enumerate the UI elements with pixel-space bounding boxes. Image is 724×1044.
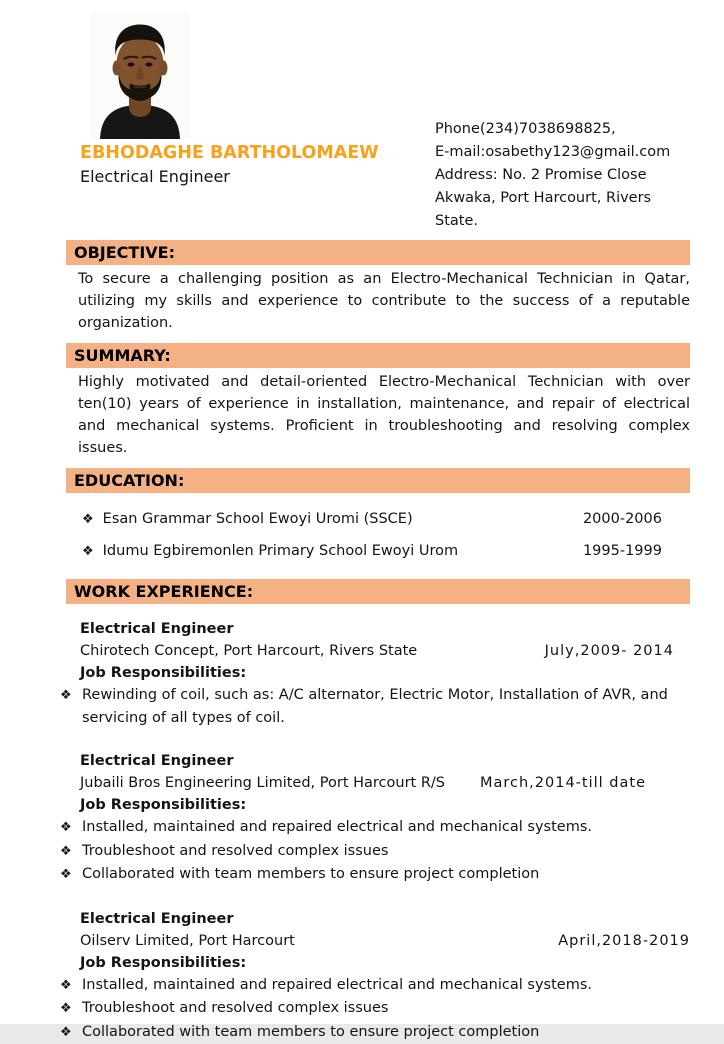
job-bullet [66, 1021, 690, 1044]
job-bullet [66, 997, 690, 1021]
job-company: Jubaili Bros Engineering Limited, Port Harcourt R/S [80, 772, 445, 794]
education-item [66, 540, 690, 563]
job-bullet-text: Rewinding of coil, such as: A/C alternator, Electric Motor, Installation of AVR, and servicing of all types of coil. [82, 684, 690, 729]
resume-body [66, 240, 690, 1044]
job-title: Electrical Engineer [80, 618, 690, 640]
portrait-photo [90, 12, 190, 139]
job-responsibilities-label: Job Responsibilities: [80, 952, 690, 974]
job-bullet-text: Troubleshoot and resolved complex issues [82, 997, 690, 1020]
education-years: 1995-1999 [583, 540, 662, 562]
job-company-row [80, 930, 690, 952]
diamond-bullet-icon: ❖ [60, 840, 82, 864]
diamond-bullet-icon: ❖ [60, 997, 82, 1021]
job-title: Electrical Engineer [80, 908, 690, 930]
job-dates: March,2014-till date [480, 772, 646, 794]
job-company-row [80, 640, 690, 662]
job-bullet-list [66, 816, 690, 887]
person-job-title: Electrical Engineer [80, 167, 230, 186]
job-company: Chirotech Concept, Port Harcourt, Rivers State [80, 640, 417, 662]
objective-text: To secure a challenging position as an Electro-Mechanical Technician in Qatar, utilizing my skills and experience to contribute to the success of a reputable organization. [78, 268, 690, 334]
job-bullet [66, 840, 690, 864]
contact-block [435, 118, 697, 233]
summary-heading-bar: SUMMARY: [66, 343, 690, 368]
diamond-bullet-icon: ❖ [60, 974, 82, 998]
portrait-photo-illustration [90, 12, 190, 139]
job-entry [66, 908, 690, 1044]
job-bullet-list [66, 684, 690, 729]
education-list [66, 508, 690, 563]
job-bullet-text: Troubleshoot and resolved complex issues [82, 840, 690, 863]
contact-email: E-mail:osabethy123@gmail.com [435, 141, 697, 164]
job-responsibilities-label: Job Responsibilities: [80, 794, 690, 816]
job-bullet-text: Installed, maintained and repaired electrical and mechanical systems. [82, 974, 690, 997]
job-bullet [66, 816, 690, 840]
job-bullet-text: Installed, maintained and repaired electrical and mechanical systems. [82, 816, 690, 839]
job-bullet-list [66, 974, 690, 1044]
work-heading-bar: WORK EXPERIENCE: [66, 579, 690, 604]
education-item [66, 508, 690, 531]
summary-text: Highly motivated and detail-oriented Electro-Mechanical Technician with over ten(10) years of experience in installation, maintenance, and repair of electrical and mechanical systems. Proficient in troubleshooting and resolving complex issues. [78, 371, 690, 459]
diamond-bullet-icon: ❖ [82, 541, 94, 563]
job-bullet [66, 684, 690, 729]
job-company: Oilserv Limited, Port Harcourt [80, 930, 295, 952]
education-years: 2000-2006 [583, 508, 662, 530]
diamond-bullet-icon: ❖ [60, 816, 82, 840]
person-name: EBHODAGHE BARTHOLOMAEW [80, 143, 379, 163]
job-company-row [80, 772, 690, 794]
diamond-bullet-icon: ❖ [60, 1021, 82, 1044]
contact-phone: Phone(234)7038698825, [435, 118, 697, 141]
job-entry [66, 618, 690, 729]
diamond-bullet-icon: ❖ [60, 684, 82, 708]
job-dates: July,2009- 2014 [545, 640, 674, 662]
diamond-bullet-icon: ❖ [82, 509, 94, 531]
section-work-experience [66, 579, 690, 1044]
job-bullet [66, 863, 690, 887]
job-title: Electrical Engineer [80, 750, 690, 772]
job-bullet-text: Collaborated with team members to ensure project completion [82, 1021, 690, 1044]
education-school: Idumu Egbiremonlen Primary School Ewoyi Urom [103, 540, 458, 562]
job-responsibilities-label: Job Responsibilities: [80, 662, 690, 684]
contact-address-line-3: State. [435, 210, 697, 233]
job-dates: April,2018-2019 [558, 930, 690, 952]
diamond-bullet-icon: ❖ [60, 863, 82, 887]
education-heading-bar: EDUCATION: [66, 468, 690, 493]
contact-address-line-2: Akwaka, Port Harcourt, Rivers [435, 187, 697, 210]
section-summary [66, 343, 690, 459]
job-entry [66, 750, 690, 887]
section-education [66, 468, 690, 563]
contact-address-line-1: Address: No. 2 Promise Close [435, 164, 697, 187]
objective-heading-bar: OBJECTIVE: [66, 240, 690, 265]
job-bullet-text: Collaborated with team members to ensure project completion [82, 863, 690, 886]
education-school: Esan Grammar School Ewoyi Uromi (SSCE) [103, 508, 413, 530]
section-objective [66, 240, 690, 334]
job-bullet [66, 974, 690, 998]
